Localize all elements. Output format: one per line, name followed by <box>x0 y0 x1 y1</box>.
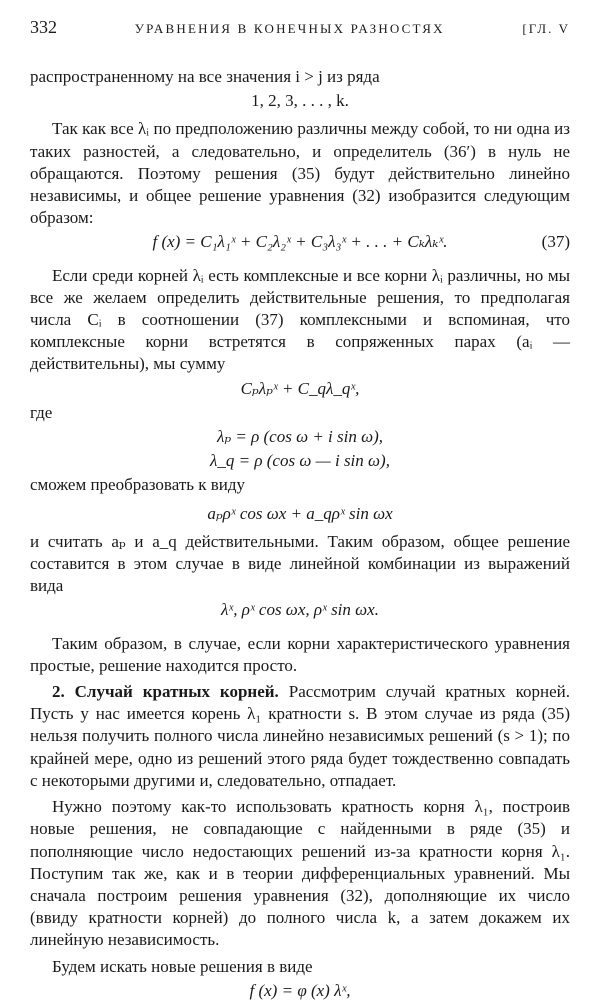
paragraph-multiple-roots-text: Рассмотрим случай кратных корней. Пусть у нас имеется корень λ₁ кратности s. В этом случае из ряда (35) нельзя получить полного числа линейно независимых решений (s > 1); по крайней мере, одно из решений этого ряда будет тождественно совпадать с некоторыми другими и, следовательно, отпадает. <box>30 682 570 790</box>
paragraph-independence: Так как все λᵢ по предположению различны между собой, то ни одна из таких разностей, а следовательно, и определитель (36′) в нуль не обращаются. Поэтому решения (35) будут действительно линейно независимы, и общее решение уравнения (32) изобразится следующим образом: <box>30 119 570 228</box>
formula-pair-sum: Cₚλₚˣ + C_qλ_qˣ, <box>240 378 360 398</box>
paragraph-continuation: распространенному на все значения i > j из ряда <box>30 67 380 86</box>
paragraph-new-solutions: Нужно поэтому как-то использовать кратность корня λ₁, построив новые решения, не совпадающие с найденными в ряде (35) и пополняющие число недостающих решений из-за кратности корня λ₁. Поступим так же, как и в теории дифференциальных уравнений. Мы сначала построим решения уравнения (32), дополняющие их число (ввиду кратности корней) до полного числа k, а затем докажем их линейную независимость. <box>30 797 570 950</box>
equation-number-37: (37) <box>541 232 570 252</box>
formula-trig-form: aₚρˣ cos ωx + a_qρˣ sin ωx <box>207 503 393 523</box>
paragraph-complex-roots: Если среди корней λᵢ есть комплексные и все корни λᵢ различны, но мы все же желаем определить действительные решения, то предполагая числа Cᵢ в соотношении (37) комплексными и вспоминая, что комплексные корни встретятся в сопряженных парах (aᵢ — действительны), мы сумму <box>30 265 570 374</box>
page-number: 332 <box>30 17 57 37</box>
section-heading-multiple-roots: 2. Случай кратных корней. <box>52 682 279 702</box>
formula-lambda-p: λₚ = ρ (cos ω + i sin ω), <box>216 427 384 447</box>
formula-new-solution: f (x) = φ (x) λˣ, <box>249 980 351 1000</box>
page-header <box>30 16 570 46</box>
paragraph-real-coefficients: и считать aₚ и a_q действительными. Таким образом, общее решение составится в этом случае в виде линейной комбинации из выражений вида <box>30 531 570 596</box>
formula-lambda-q: λ_q = ρ (cos ω — i sin ω), <box>210 451 390 471</box>
paragraph-search-form: Будем искать новые решения в виде <box>52 956 313 976</box>
formula-37: f (x) = C₁λ₁ˣ + C₂λ₂ˣ + C₃λ₃ˣ + . . . + Cₖλₖˣ. <box>152 232 448 252</box>
formula-basis: λˣ, ρˣ cos ωx, ρˣ sin ωx. <box>221 600 379 620</box>
formula-series: 1, 2, 3, . . . , k. <box>251 91 349 111</box>
chapter-label: [ГЛ. V <box>522 21 570 36</box>
paragraph-transform: сможем преобразовать к виду <box>30 475 246 495</box>
formula-general-solution <box>30 231 570 253</box>
paragraph-multiple-roots <box>30 681 570 792</box>
word-gde: где <box>30 402 53 422</box>
paragraph-simple-roots: Таким образом, в случае, если корни характеристического уравнения простые, решение находится просто. <box>30 633 570 675</box>
running-title: УРАВНЕНИЯ В КОНЕЧНЫХ РАЗНОСТЯХ <box>134 21 445 36</box>
